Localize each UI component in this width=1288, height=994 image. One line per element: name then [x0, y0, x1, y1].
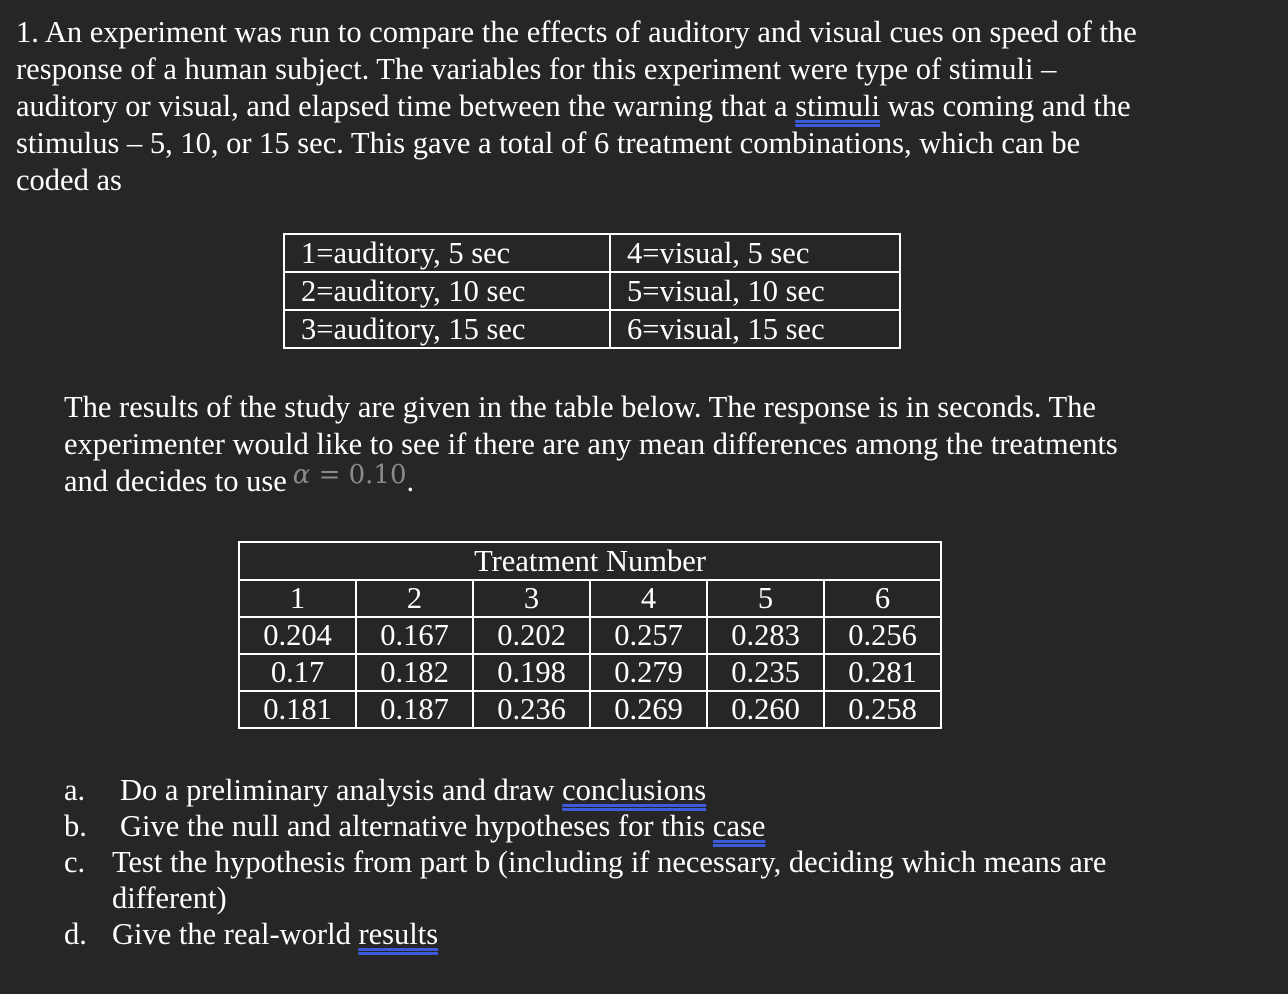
sentence-period: .	[406, 464, 415, 498]
treatment-code-table	[283, 233, 901, 349]
question-b	[64, 808, 1106, 844]
column-number-row	[239, 580, 941, 617]
column-number: 4	[590, 580, 707, 617]
question-text: Test the hypothesis from part b (including if necessary, deciding which means are	[112, 845, 1107, 879]
column-number: 5	[707, 580, 824, 617]
intro-line-5: coded as	[16, 163, 122, 197]
problem-intro	[16, 14, 1266, 199]
code-cell: 6=visual, 15 sec	[610, 310, 900, 348]
question-letter: d.	[64, 917, 87, 951]
table-cell: 0.257	[590, 617, 707, 654]
results-line-2: experimenter would like to see if there are any mean differences among the treatments	[64, 427, 1118, 461]
results-line-3-text: and decides to use	[64, 464, 287, 498]
results-paragraph	[64, 389, 1118, 502]
table-cell: 0.258	[824, 691, 941, 728]
code-cell: 1=auditory, 5 sec	[284, 234, 610, 272]
code-cell: 3=auditory, 15 sec	[284, 310, 610, 348]
table-cell: 0.279	[590, 654, 707, 691]
column-number: 6	[824, 580, 941, 617]
intro-line-1: 1. An experiment was run to compare the effects of auditory and visual cues on speed of the	[16, 15, 1137, 49]
table-cell: 0.167	[356, 617, 473, 654]
question-text-start: Do a preliminary analysis and draw	[120, 773, 563, 807]
question-list	[64, 772, 1106, 952]
table-cell: 0.202	[473, 617, 590, 654]
table-row	[239, 654, 941, 691]
question-text	[120, 772, 706, 808]
table-header: Treatment Number	[239, 542, 941, 580]
alpha-value: = 0.10	[310, 460, 407, 490]
table-cell: 0.181	[239, 691, 356, 728]
intro-line-3-start: auditory or visual, and elapsed time between the warning that a	[16, 89, 796, 123]
code-row	[284, 272, 900, 310]
table-cell: 0.283	[707, 617, 824, 654]
table-cell: 0.198	[473, 654, 590, 691]
table-cell: 0.235	[707, 654, 824, 691]
alpha-symbol: α	[292, 460, 311, 490]
spellcheck-word-conclusions[interactable]: conclusions	[562, 773, 707, 807]
intro-line-3	[16, 88, 1266, 125]
alpha-equation	[293, 460, 407, 490]
column-number: 1	[239, 580, 356, 617]
intro-line-3-end: was coming and the	[879, 89, 1131, 123]
question-c	[64, 844, 1106, 880]
code-cell: 5=visual, 10 sec	[610, 272, 900, 310]
code-cell: 2=auditory, 10 sec	[284, 272, 610, 310]
table-cell: 0.204	[239, 617, 356, 654]
table-cell: 0.281	[824, 654, 941, 691]
code-cell: 4=visual, 5 sec	[610, 234, 900, 272]
question-letter: a.	[64, 773, 86, 807]
code-row	[284, 310, 900, 348]
table-cell: 0.187	[356, 691, 473, 728]
question-letter: c.	[64, 845, 86, 879]
question-a	[64, 772, 1106, 808]
question-text	[120, 808, 765, 844]
question-letter: b.	[64, 809, 87, 843]
question-text: different)	[112, 881, 227, 915]
table-cell: 0.256	[824, 617, 941, 654]
table-cell: 0.182	[356, 654, 473, 691]
question-letter-spacer	[64, 880, 112, 916]
results-line-3	[64, 460, 1118, 502]
question-c-continuation	[64, 880, 1106, 916]
spellcheck-word-case[interactable]: case	[712, 809, 766, 843]
table-row	[239, 617, 941, 654]
question-text	[112, 916, 438, 952]
question-text-start: Give the null and alternative hypotheses for this	[120, 809, 713, 843]
table-cell: 0.269	[590, 691, 707, 728]
intro-line-4: stimulus – 5, 10, or 15 sec. This gave a total of 6 treatment combinations, which can be	[16, 126, 1081, 160]
column-number: 2	[356, 580, 473, 617]
intro-line-2: response of a human subject. The variables for this experiment were type of stimuli –	[16, 52, 1057, 86]
table-cell: 0.17	[239, 654, 356, 691]
results-line-1: The results of the study are given in the table below. The response is in seconds. The	[64, 390, 1096, 424]
table-header-row	[239, 542, 941, 580]
code-row	[284, 234, 900, 272]
table-cell: 0.236	[473, 691, 590, 728]
question-text-start: Give the real-world	[112, 917, 359, 951]
table-row	[239, 691, 941, 728]
table-cell: 0.260	[707, 691, 824, 728]
spellcheck-word-results[interactable]: results	[358, 917, 439, 951]
results-data-table	[238, 541, 942, 729]
question-d	[64, 916, 1106, 952]
column-number: 3	[473, 580, 590, 617]
spellcheck-word-stimuli[interactable]: stimuli	[795, 89, 880, 123]
